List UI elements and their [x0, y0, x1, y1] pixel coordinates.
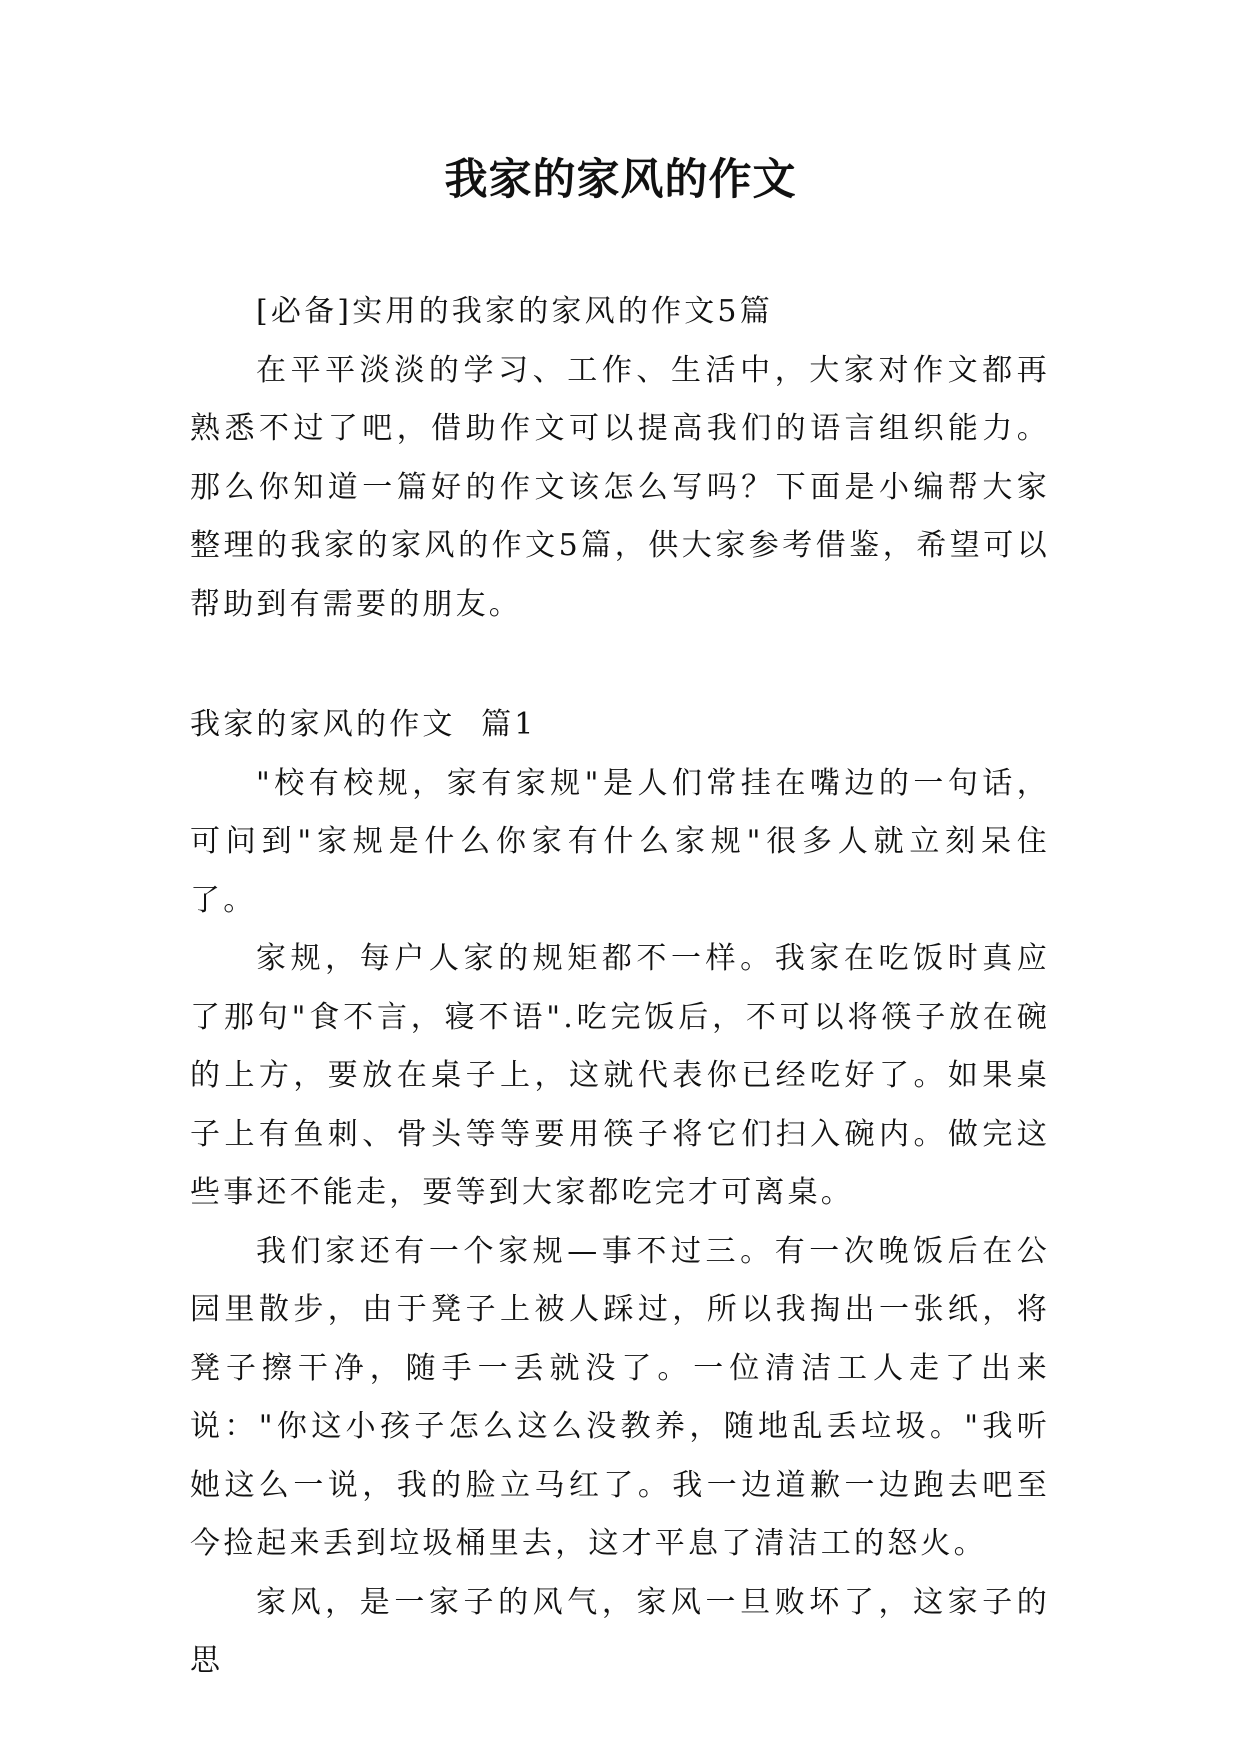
body-paragraph-4: 家风，是一家子的风气，家风一旦败坏了，这家子的思 — [190, 1584, 1050, 1678]
document-title: 我家的家风的作文 — [444, 155, 797, 205]
section-spacer — [190, 634, 1050, 696]
intro-paragraph: 在平平淡淡的学习、工作、生活中，大家对作文都再熟悉不过了吧，借助作文可以提高我们的语言组织能力。那么你知道一篇好的作文该怎么写吗？下面是小编帮大家整理的我家的家风的作文5篇，供大家参考借鉴，希望可以帮助到有需要的朋友。 — [190, 352, 1050, 622]
body-paragraph-3: 我们家还有一个家规—事不过三。有一次晚饭后在公园里散步，由于凳子上被人踩过，所以我掏出一张纸，将凳子擦干净，随手一丢就没了。一位清洁工人走了出来说："你这小孩子怎么这么没教养，随地乱丢垃圾。"我听她这么一说，我的脸立马红了。我一边道歉一边跑去吧至今捡起来丢到垃圾桶里去，这才平息了清洁工的怒火。 — [190, 1233, 1050, 1561]
section-heading: 我家的家风的作文 篇1 — [190, 707, 537, 742]
body-paragraph-1: "校有校规，家有家规"是人们常挂在嘴边的一句话，可问到"家规是什么你家有什么家规"很多人就立刻呆住了。 — [190, 765, 1050, 918]
body-paragraph-2: 家规，每户人家的规矩都不一样。我家在吃饭时真应了那句"食不言，寝不语".吃完饭后，不可以将筷子放在碗的上方，要放在桌子上，这就代表你已经吃好了。如果桌子上有鱼刺、骨头等等要用筷子将它们扫入碗内。做完这些事还不能走，要等到大家都吃完才可离桌。 — [190, 941, 1050, 1210]
intro-line: [必备]实用的我家的家风的作文5篇 — [256, 294, 773, 329]
document-body — [190, 283, 1050, 1691]
